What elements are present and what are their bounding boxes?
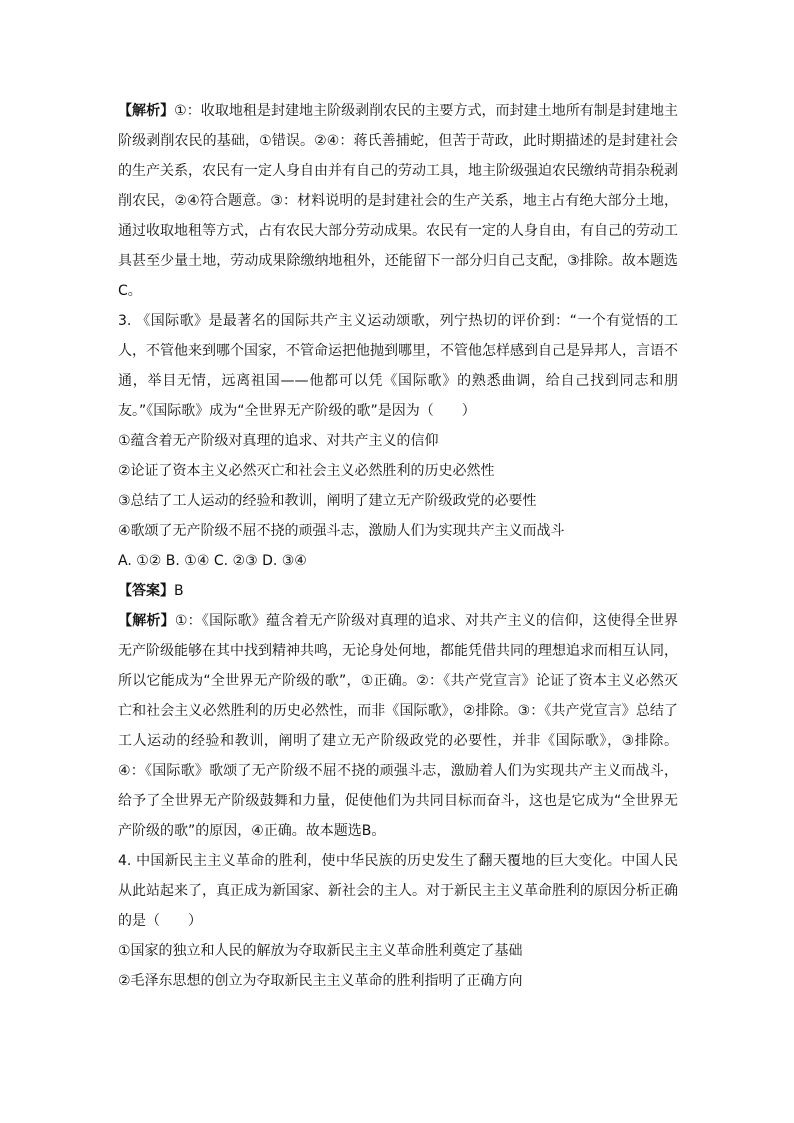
question-3-option-1: ①蕴含着无产阶级对真理的追求、对共产主义的信仰	[118, 433, 439, 449]
question-3-stem: 3. 《国际歌》是最著名的国际共产主义运动颂歌，列宁热切的评价到：“一个有觉悟的工人，不管他来到哪个国家，不管命运把他抛到哪里，不管他怎样感到自己是异邦人，言语不通，举目无情，远离祖国——他都可以凭《国际歌》的熟悉曲调，给自己找到同志和朋友。”《国际歌》成为“全世界无产阶级的歌”是因为（ ）	[118, 313, 678, 419]
analysis-text: ①：《国际歌》蕴含着无产阶级对真理的追求、对共产主义的信仰，这使得全世界无产阶级能够在其中找到精神共鸣，无论身处何地，都能凭借共同的理想追求而相互认同，所以它能成为“全世界无产阶级的歌”，①正确。②：《共产党宣言》论证了资本主义必然灭亡和社会主义必然胜利的历史必然性，而非《国际歌》，②排除。③：《共产党宣言》总结了工人运动的经验和教训，阐明了建立无产阶级政党的必要性，并非《国际歌》，③排除。④：《国际歌》歌颂了无产阶级不屈不挠的顽强斗志，激励着人们为实现共产主义而战斗，给予了全世界无产阶级鼓舞和力量，促使他们为共同目标而奋斗，这也是它成为“全世界无产阶级的歌”的原因，④正确。故本题选B。	[118, 613, 678, 839]
question-3-option-2: ②论证了资本主义必然灭亡和社会主义必然胜利的历史必然性	[118, 463, 495, 479]
analysis-text: ①：收取地租是封建地主阶级剥削农民的主要方式，而封建土地所有制是封建地主阶级剥削农民的基础，①错误。②④：蒋氏善捕蛇，但苦于苛政，此时期描述的是封建社会的生产关系，农民有一定人身自由并有自己的劳动工具，地主阶级强迫农民缴纳苛捐杂税剥削农民，②④符合题意。③：材料说明的是封建社会的生产关系，地主占有绝大部分土地，通过收取地租等方式，占有农民大部分劳动成果。农民有一定的人身自由，有自己的劳动工具甚至少量土地，劳动成果除缴纳地租外，还能留下一部分归自己支配，③排除。故本题选C。	[118, 103, 678, 299]
document-page	[118, 96, 678, 996]
question-3-answer	[118, 576, 678, 606]
analysis-paragraph	[118, 96, 678, 306]
question-3-choices: A. ①② B. ①④ C. ②③ D. ③④	[118, 553, 307, 569]
question-4-option-2: ②毛泽东思想的创立为夺取新民主主义革命的胜利指明了正确方向	[118, 973, 523, 989]
analysis-tag: 【解析】	[118, 613, 175, 629]
analysis-tag: 【解析】	[118, 103, 175, 119]
answer-value: B	[174, 583, 184, 599]
question-4-option-1: ①国家的独立和人民的解放为夺取新民主主义革命胜利奠定了基础	[118, 943, 523, 959]
answer-tag: 【答案】	[118, 583, 174, 599]
question-4-stem: 4. 中国新民主主义革命的胜利，使中华民族的历史发生了翻天覆地的巨大变化。中国人民从此站起来了，真正成为新国家、新社会的主人。对于新民主主义革命胜利的原因分析正确的是（ ）	[118, 853, 678, 929]
question-3-analysis	[118, 606, 678, 846]
question-3-option-3: ③总结了工人运动的经验和教训，阐明了建立无产阶级政党的必要性	[118, 493, 537, 509]
question-3-option-4: ④歌颂了无产阶级不屈不挠的顽强斗志，激励人们为实现共产主义而战斗	[118, 523, 565, 539]
